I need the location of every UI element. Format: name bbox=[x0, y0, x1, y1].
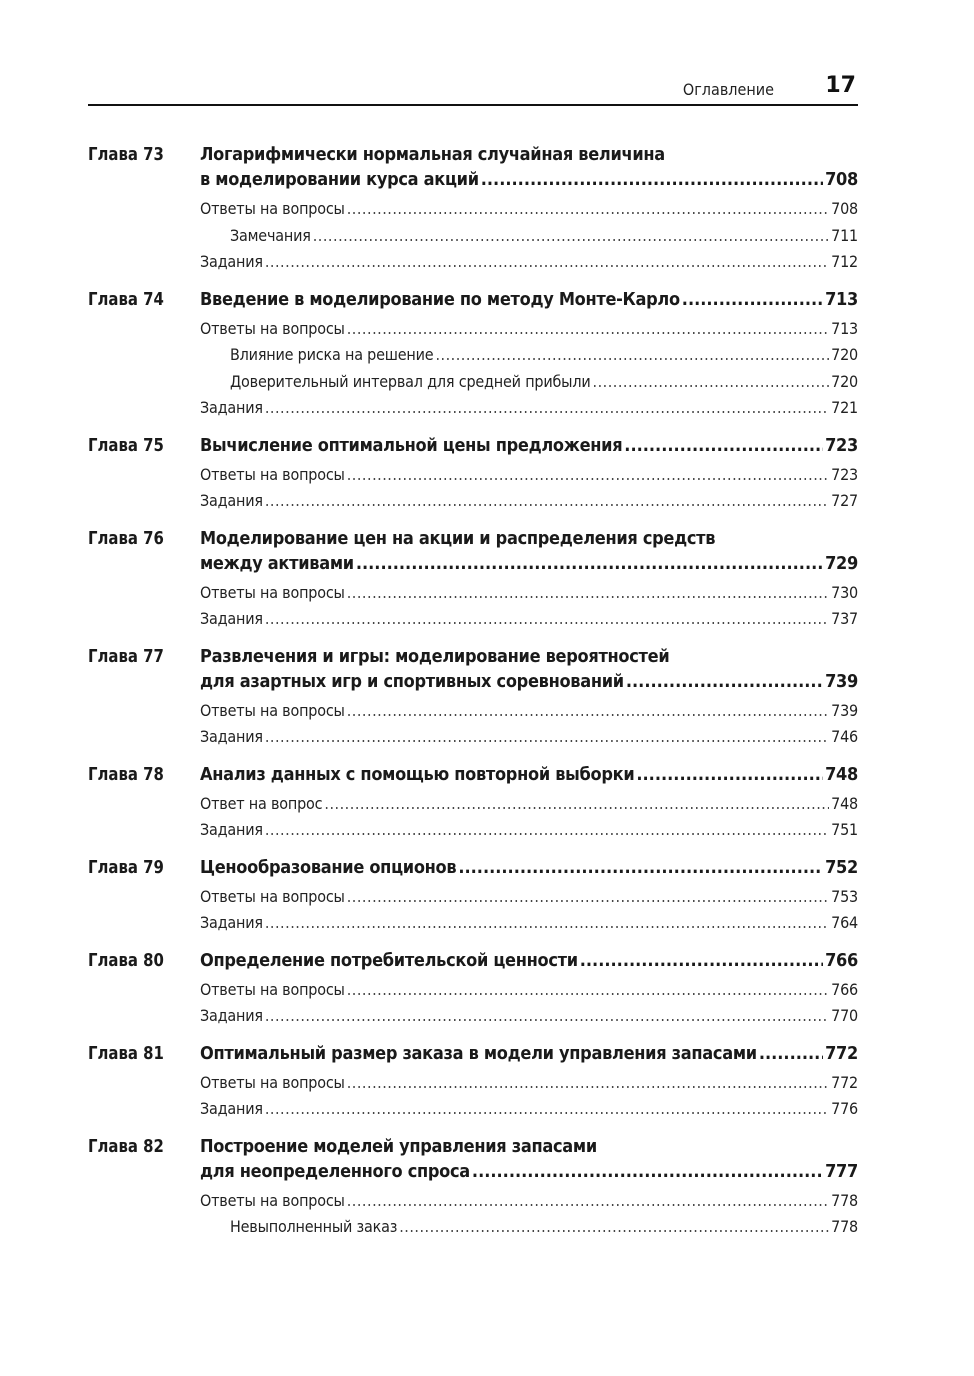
entry-text: Ответы на вопросы bbox=[200, 464, 345, 484]
dot-leader bbox=[265, 817, 829, 844]
toc-entry[interactable] bbox=[200, 249, 858, 276]
toc-chapter bbox=[88, 1041, 858, 1123]
chapter-entries bbox=[200, 580, 858, 633]
chapter-label: Глава 78 bbox=[88, 763, 164, 785]
chapter-body bbox=[200, 526, 858, 633]
toc-entry[interactable] bbox=[200, 724, 858, 751]
dot-leader bbox=[347, 698, 829, 725]
dot-leader bbox=[636, 762, 823, 787]
chapter-title-text: Анализ данных с помощью повторной выборки bbox=[200, 763, 635, 785]
section-title: Оглавление bbox=[682, 80, 774, 99]
toc-entry[interactable] bbox=[200, 910, 858, 937]
toc-chapter bbox=[88, 644, 858, 751]
dot-leader bbox=[624, 433, 823, 458]
dot-leader bbox=[356, 551, 823, 576]
entry-text: Задания bbox=[200, 1006, 263, 1025]
toc-entry[interactable] bbox=[200, 580, 858, 607]
entry-text: Ответ на вопрос bbox=[200, 793, 323, 813]
chapter-title-text: для азартных игр и спортивных соревнований bbox=[200, 670, 624, 692]
entry-page-number: 766 bbox=[831, 979, 858, 999]
dot-leader bbox=[347, 196, 829, 223]
toc-chapter bbox=[88, 1134, 858, 1241]
entry-page-number: 770 bbox=[831, 1006, 858, 1025]
entry-text: Задания bbox=[200, 252, 263, 271]
dot-leader bbox=[682, 287, 823, 312]
chapter-entries bbox=[200, 977, 858, 1030]
chapter-body bbox=[200, 948, 858, 1030]
toc-entry[interactable] bbox=[200, 884, 858, 911]
chapter-title-entry[interactable] bbox=[200, 669, 858, 694]
dot-leader bbox=[265, 606, 829, 633]
chapter-entries bbox=[200, 316, 858, 422]
chapter-title-line: Построение моделей управления запасами bbox=[200, 1135, 597, 1157]
entry-text: Задания bbox=[200, 913, 263, 932]
dot-leader bbox=[759, 1041, 823, 1066]
toc-entry[interactable] bbox=[200, 342, 858, 369]
toc-chapter bbox=[88, 526, 858, 633]
chapter-title-text: Оптимальный размер заказа в модели управления запасами bbox=[200, 1042, 757, 1064]
entry-page-number: 746 bbox=[831, 727, 858, 746]
chapter-title-text: в моделировании курса акций bbox=[200, 169, 479, 190]
entry-text: Задания bbox=[200, 820, 263, 839]
dot-leader bbox=[481, 167, 823, 192]
entry-page-number: 720 bbox=[831, 345, 858, 364]
entry-text: Задания bbox=[200, 609, 263, 628]
chapter-title-entry[interactable] bbox=[200, 551, 858, 576]
chapter-body bbox=[200, 433, 858, 515]
toc-chapter bbox=[88, 948, 858, 1030]
entry-page-number: 776 bbox=[831, 1099, 858, 1118]
chapter-entries bbox=[200, 196, 858, 276]
entry-text: Задания bbox=[200, 491, 263, 510]
entry-text: Ответы на вопросы bbox=[200, 582, 345, 602]
dot-leader bbox=[265, 488, 829, 515]
entry-text: Замечания bbox=[230, 225, 311, 245]
chapter-page-number: 729 bbox=[825, 552, 858, 574]
toc-entry[interactable] bbox=[200, 223, 858, 250]
toc-entry[interactable] bbox=[200, 462, 858, 489]
dot-leader bbox=[265, 910, 829, 937]
toc-entry[interactable] bbox=[200, 817, 858, 844]
dot-leader bbox=[265, 395, 829, 422]
entry-text: Ответы на вопросы bbox=[200, 886, 345, 906]
chapter-title-line: Логарифмически нормальная случайная величина bbox=[200, 144, 665, 165]
chapter-title-entry[interactable] bbox=[200, 167, 858, 192]
chapter-body bbox=[200, 142, 858, 276]
toc-entry[interactable] bbox=[200, 488, 858, 515]
dot-leader bbox=[435, 342, 829, 369]
chapter-title-entry[interactable] bbox=[200, 948, 858, 973]
entry-page-number: 772 bbox=[831, 1072, 858, 1092]
dot-leader bbox=[580, 948, 823, 973]
chapter-title-entry[interactable] bbox=[200, 855, 858, 880]
toc-entry[interactable] bbox=[200, 977, 858, 1004]
entry-text: Ответы на вопросы bbox=[200, 318, 345, 338]
entry-page-number: 751 bbox=[831, 820, 858, 839]
toc-entry[interactable] bbox=[200, 1096, 858, 1123]
toc-entry[interactable] bbox=[200, 1070, 858, 1097]
dot-leader bbox=[626, 669, 823, 694]
entry-text: Ответы на вопросы bbox=[200, 199, 345, 218]
chapter-label: Глава 77 bbox=[88, 645, 164, 667]
chapter-title-text: Ценообразование опционов bbox=[200, 856, 457, 878]
chapter-body bbox=[200, 855, 858, 937]
chapter-body bbox=[200, 762, 858, 844]
entry-text: Доверительный интервал для средней прибыли bbox=[230, 371, 591, 391]
chapter-body bbox=[200, 1134, 858, 1241]
dot-leader bbox=[313, 223, 829, 250]
dot-leader bbox=[265, 249, 829, 276]
chapter-label: Глава 76 bbox=[88, 527, 164, 549]
toc-entry[interactable] bbox=[200, 1214, 858, 1241]
chapter-entries bbox=[200, 1070, 858, 1123]
running-header bbox=[88, 70, 858, 106]
dot-leader bbox=[347, 1070, 829, 1097]
chapter-title-text: для неопределенного спроса bbox=[200, 1160, 470, 1182]
table-of-contents bbox=[88, 142, 858, 1252]
chapter-title-text: Введение в моделирование по методу Монте-Карло bbox=[200, 288, 680, 310]
entry-page-number: 711 bbox=[831, 225, 858, 245]
chapter-body bbox=[200, 1041, 858, 1123]
chapter-title-entry[interactable] bbox=[200, 762, 858, 787]
chapter-entries bbox=[200, 884, 858, 937]
entry-page-number: 764 bbox=[831, 913, 858, 932]
dot-leader bbox=[347, 977, 829, 1004]
chapter-title-line: Моделирование цен на акции и распределения средств bbox=[200, 527, 716, 549]
chapter-entries bbox=[200, 698, 858, 751]
chapter-label: Глава 81 bbox=[88, 1042, 164, 1064]
chapter-title-line: Развлечения и игры: моделирование вероятностей bbox=[200, 645, 670, 667]
chapter-title-entry[interactable] bbox=[200, 433, 858, 458]
toc-entry[interactable] bbox=[200, 791, 858, 818]
entry-text: Ответы на вопросы bbox=[200, 1072, 345, 1092]
dot-leader bbox=[347, 580, 829, 607]
dot-leader bbox=[593, 369, 830, 396]
toc-chapter bbox=[88, 142, 858, 276]
entry-page-number: 748 bbox=[831, 793, 858, 813]
chapter-body bbox=[200, 644, 858, 751]
entry-text: Ответы на вопросы bbox=[200, 700, 345, 720]
toc-entry[interactable] bbox=[200, 316, 858, 343]
chapter-page-number: 766 bbox=[825, 949, 858, 971]
entry-page-number: 778 bbox=[831, 1190, 858, 1210]
dot-leader bbox=[347, 316, 829, 343]
chapter-entries bbox=[200, 791, 858, 844]
chapter-title-text: Вычисление оптимальной цены предложения bbox=[200, 434, 623, 456]
toc-entry[interactable] bbox=[200, 1003, 858, 1030]
entry-text: Ответы на вопросы bbox=[200, 1190, 345, 1210]
entry-page-number: 713 bbox=[831, 318, 858, 338]
chapter-label: Глава 75 bbox=[88, 434, 164, 456]
chapter-label: Глава 82 bbox=[88, 1135, 164, 1157]
chapter-title-entry[interactable] bbox=[200, 1041, 858, 1066]
entry-text: Задания bbox=[200, 727, 263, 746]
chapter-label: Глава 79 bbox=[88, 856, 164, 878]
entry-page-number: 720 bbox=[831, 371, 858, 391]
chapter-page-number: 723 bbox=[825, 434, 858, 456]
entry-text: Невыполненный заказ bbox=[230, 1217, 398, 1236]
dot-leader bbox=[265, 1096, 829, 1123]
entry-page-number: 753 bbox=[831, 886, 858, 906]
chapter-page-number: 708 bbox=[825, 169, 858, 190]
toc-chapter bbox=[88, 855, 858, 937]
entry-page-number: 712 bbox=[831, 252, 858, 271]
dot-leader bbox=[458, 855, 823, 880]
entry-text: Ответы на вопросы bbox=[200, 979, 345, 999]
entry-page-number: 737 bbox=[831, 609, 858, 628]
toc-entry[interactable] bbox=[200, 698, 858, 725]
entry-page-number: 739 bbox=[831, 700, 858, 720]
chapter-title-entry[interactable] bbox=[200, 287, 858, 312]
chapter-body bbox=[200, 287, 858, 422]
chapter-label: Глава 73 bbox=[88, 144, 164, 165]
chapter-entries bbox=[200, 462, 858, 515]
toc-chapter bbox=[88, 762, 858, 844]
dot-leader bbox=[324, 791, 829, 818]
dot-leader bbox=[472, 1159, 823, 1184]
toc-entry[interactable] bbox=[200, 196, 858, 223]
dot-leader bbox=[347, 884, 829, 911]
entry-page-number: 721 bbox=[831, 398, 858, 417]
page-number: 17 bbox=[825, 73, 856, 98]
entry-page-number: 730 bbox=[831, 582, 858, 602]
toc-chapter bbox=[88, 287, 858, 422]
dot-leader bbox=[265, 1003, 829, 1030]
toc-entry[interactable] bbox=[200, 395, 858, 422]
toc-entry[interactable] bbox=[200, 606, 858, 633]
entry-page-number: 708 bbox=[831, 199, 858, 218]
chapter-title-text: Определение потребительской ценности bbox=[200, 949, 578, 971]
entry-text: Влияние риска на решение bbox=[230, 345, 434, 364]
chapter-title-entry[interactable] bbox=[200, 1159, 858, 1184]
chapter-page-number: 739 bbox=[825, 670, 858, 692]
toc-chapter bbox=[88, 433, 858, 515]
chapter-label: Глава 80 bbox=[88, 949, 164, 971]
entry-text: Задания bbox=[200, 1099, 263, 1118]
dot-leader bbox=[347, 462, 829, 489]
toc-entry[interactable] bbox=[200, 1188, 858, 1215]
dot-leader bbox=[399, 1214, 829, 1241]
dot-leader bbox=[347, 1188, 829, 1215]
entry-page-number: 723 bbox=[831, 464, 858, 484]
chapter-page-number: 752 bbox=[825, 856, 858, 878]
chapter-label: Глава 74 bbox=[88, 288, 164, 310]
entry-page-number: 727 bbox=[831, 491, 858, 510]
chapter-title-text: между активами bbox=[200, 552, 354, 574]
chapter-page-number: 777 bbox=[825, 1160, 858, 1182]
chapter-page-number: 748 bbox=[825, 763, 858, 785]
chapter-page-number: 713 bbox=[825, 288, 858, 310]
dot-leader bbox=[265, 724, 829, 751]
chapter-page-number: 772 bbox=[825, 1042, 858, 1064]
chapter-entries bbox=[200, 1188, 858, 1241]
toc-entry[interactable] bbox=[200, 369, 858, 396]
entry-text: Задания bbox=[200, 398, 263, 417]
entry-page-number: 778 bbox=[831, 1217, 858, 1236]
